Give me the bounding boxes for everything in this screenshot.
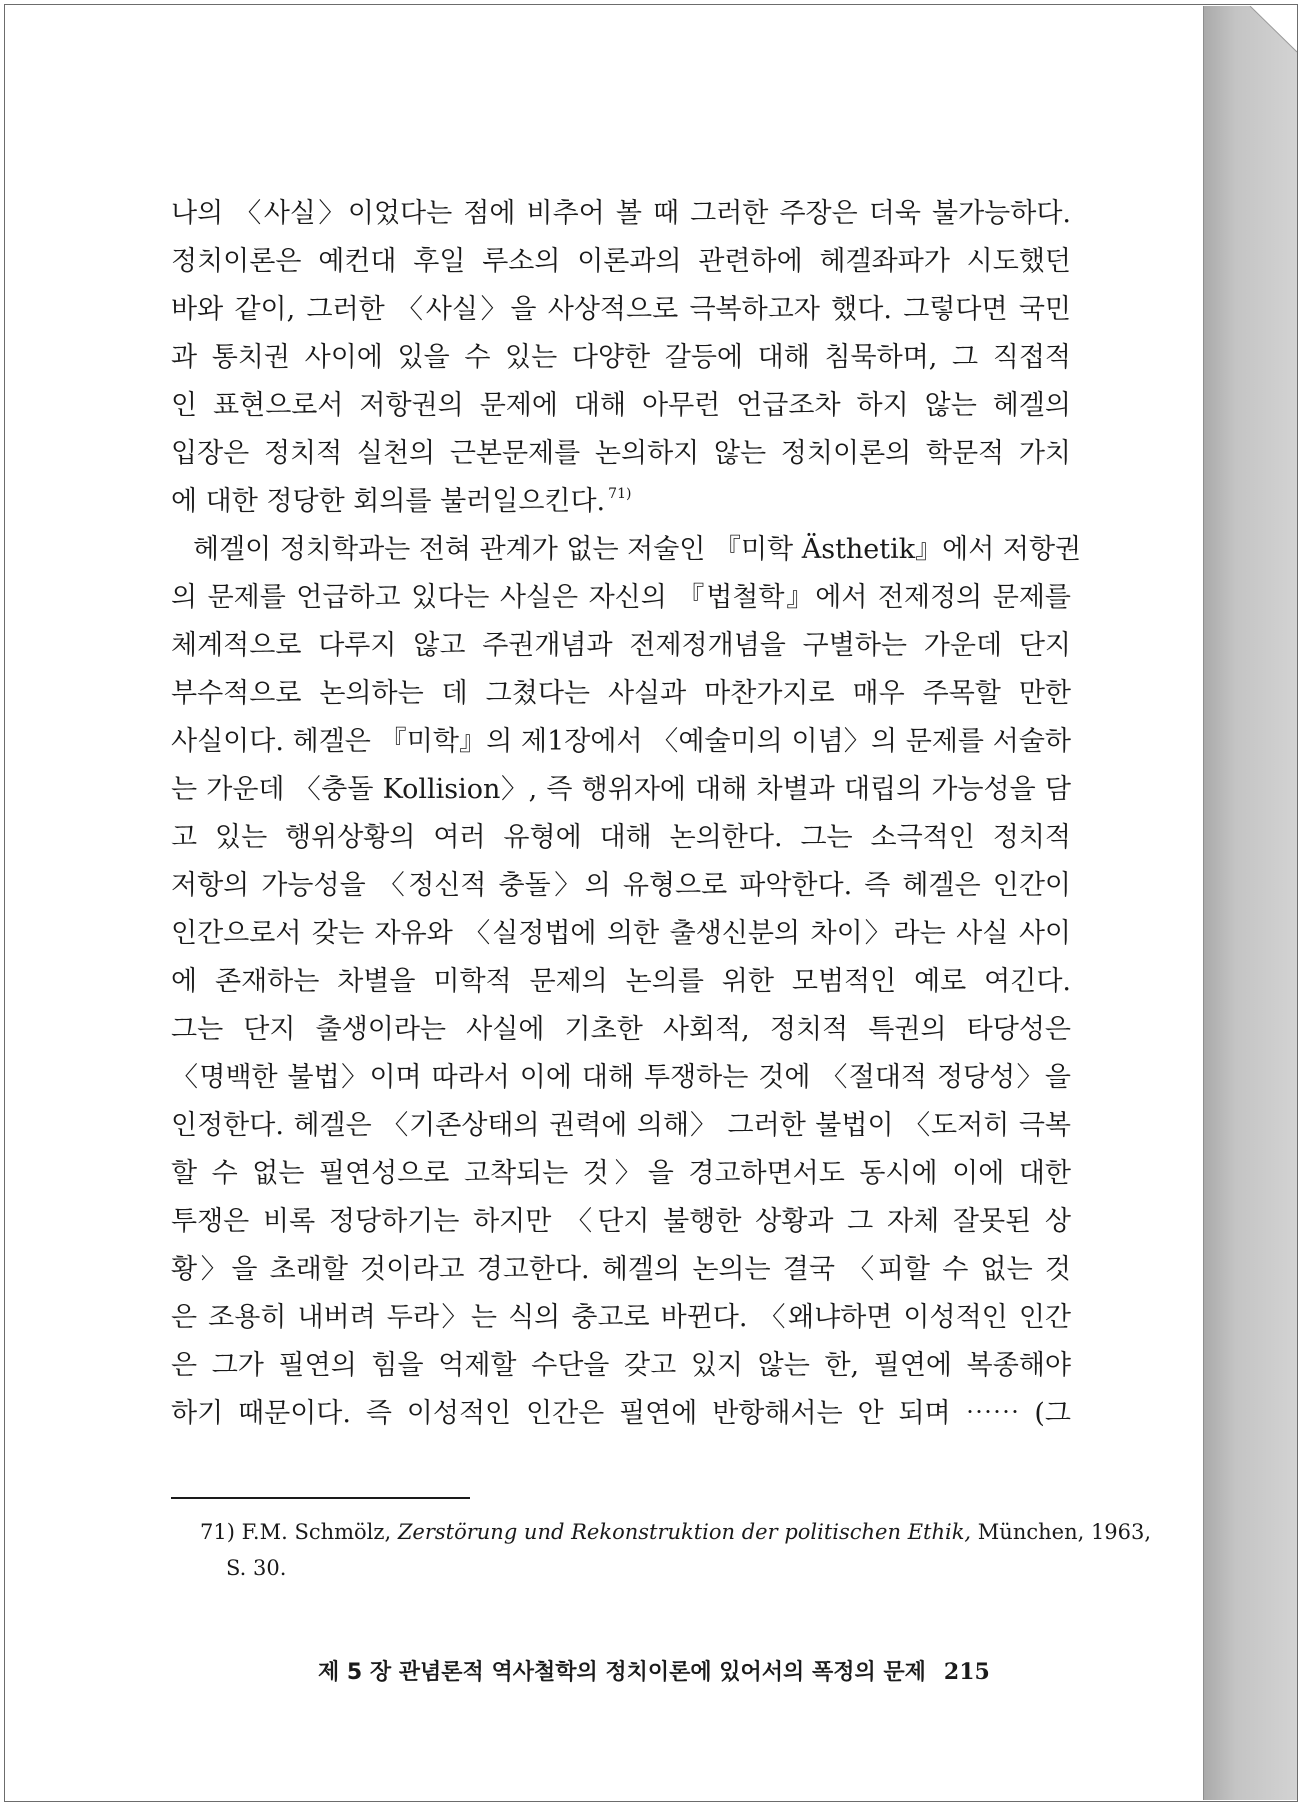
footnote-divider bbox=[171, 1497, 470, 1499]
text-line: 인 표현으로서 저항권의 문제에 대해 아무런 언급조차 하지 않는 헤겔의 bbox=[171, 390, 1071, 421]
page-edge-3d bbox=[1203, 6, 1297, 1800]
text-line: 과 통치권 사이에 있을 수 있는 다양한 갈등에 대해 침묵하며, 그 직접적 bbox=[171, 342, 1071, 373]
footnote-line bbox=[200, 1514, 1152, 1550]
footnote-number: 71) bbox=[200, 1520, 235, 1544]
footnote-pages: S. 30. bbox=[226, 1556, 287, 1580]
footnote-title: Zerstörung und Rekonstruktion der politischen Ethik, bbox=[397, 1520, 972, 1544]
text-line: 인간으로서 갖는 자유와 〈실정법에 의한 출생신분의 차이〉라는 사실 사이 bbox=[171, 918, 1071, 949]
text-line: 의 문제를 언급하고 있다는 사실은 자신의 『법철학』에서 전제정의 문제를 bbox=[171, 582, 1071, 613]
text-line: 체계적으로 다루지 않고 주권개념과 전제정개념을 구별하는 가운데 단지 bbox=[171, 630, 1071, 661]
text-line: 나의 〈사실〉이었다는 점에 비추어 볼 때 그러한 주장은 더욱 불가능하다. bbox=[171, 198, 1071, 229]
text-line-with-footnote-ref bbox=[171, 482, 1071, 522]
running-footer bbox=[318, 1652, 1046, 1692]
text-line: 에 존재하는 차별을 미학적 문제의 논의를 위한 모범적인 예로 여긴다. bbox=[171, 966, 1071, 997]
text-line: 고 있는 행위상황의 여러 유형에 대해 논의한다. 그는 소극적인 정치적 bbox=[171, 822, 1071, 853]
text-line: 황〉을 초래할 것이라고 경고한다. 헤겔의 논의는 결국 〈피할 수 없는 것 bbox=[171, 1254, 1071, 1285]
chapter-title: 제 5 장 관념론적 역사철학의 정치이론에 있어서의 폭정의 문제 bbox=[318, 1660, 926, 1685]
footnote-reference[interactable]: 71) bbox=[608, 486, 632, 502]
text-line: 바와 같이, 그러한 〈사실〉을 사상적으로 극복하고자 했다. 그렇다면 국민 bbox=[171, 294, 1071, 325]
footnote-author: F.M. Schmölz, bbox=[241, 1520, 392, 1544]
text-line: 할 수 없는 필연성으로 고착되는 것〉을 경고하면서도 동시에 이에 대한 bbox=[171, 1158, 1071, 1189]
footnote bbox=[200, 1514, 1152, 1586]
page-number: 215 bbox=[943, 1659, 990, 1685]
text-line: 부수적으로 논의하는 데 그쳤다는 사실과 마찬가지로 매우 주목할 만한 bbox=[171, 678, 1071, 709]
text-line: 헤겔이 정치학과는 전혀 관계가 없는 저술인 『미학 Ästhetik』에서 저항권 bbox=[193, 534, 1082, 565]
footnote-place-year: München, 1963, bbox=[977, 1520, 1152, 1544]
text-line: 투쟁은 비록 정당하기는 하지만 〈단지 불행한 상황과 그 자체 잘못된 상 bbox=[171, 1206, 1071, 1237]
text-line: 은 그가 필연의 힘을 억제할 수단을 갖고 있지 않는 한, 필연에 복종해야 bbox=[171, 1350, 1071, 1381]
text-line: 는 가운데 〈충돌 Kollision〉, 즉 행위자에 대해 차별과 대립의 가능성을 담 bbox=[171, 774, 1071, 805]
text-line: 저항의 가능성을 〈정신적 충돌〉의 유형으로 파악한다. 즉 헤겔은 인간이 bbox=[171, 870, 1071, 901]
text-line: 그는 단지 출생이라는 사실에 기초한 사회적, 정치적 특권의 타당성은 bbox=[171, 1014, 1071, 1045]
text-line: 입장은 정치적 실천의 근본문제를 논의하지 않는 정치이론의 학문적 가치 bbox=[171, 438, 1071, 469]
text-line: 인정한다. 헤겔은 〈기존상태의 권력에 의해〉 그러한 불법이 〈도저히 극복 bbox=[171, 1110, 1071, 1141]
text-line: 사실이다. 헤겔은 『미학』의 제1장에서 〈예술미의 이념〉의 문제를 서술하 bbox=[171, 726, 1071, 757]
text-line-content: 에 대한 정당한 회의를 불러일으킨다. bbox=[171, 486, 606, 517]
text-line: 〈명백한 불법〉이며 따라서 이에 대해 투쟁하는 것에 〈절대적 정당성〉을 bbox=[171, 1062, 1071, 1093]
text-line: 은 조용히 내버려 두라〉는 식의 충고로 바뀐다. 〈왜냐하면 이성적인 인간 bbox=[171, 1302, 1071, 1333]
text-line: 하기 때문이다. 즉 이성적인 인간은 필연에 반항해서는 안 되며 ⋯⋯ (그 bbox=[171, 1398, 1071, 1429]
text-line: 정치이론은 예컨대 후일 루소의 이론과의 관련하에 헤겔좌파가 시도했던 bbox=[171, 246, 1071, 277]
